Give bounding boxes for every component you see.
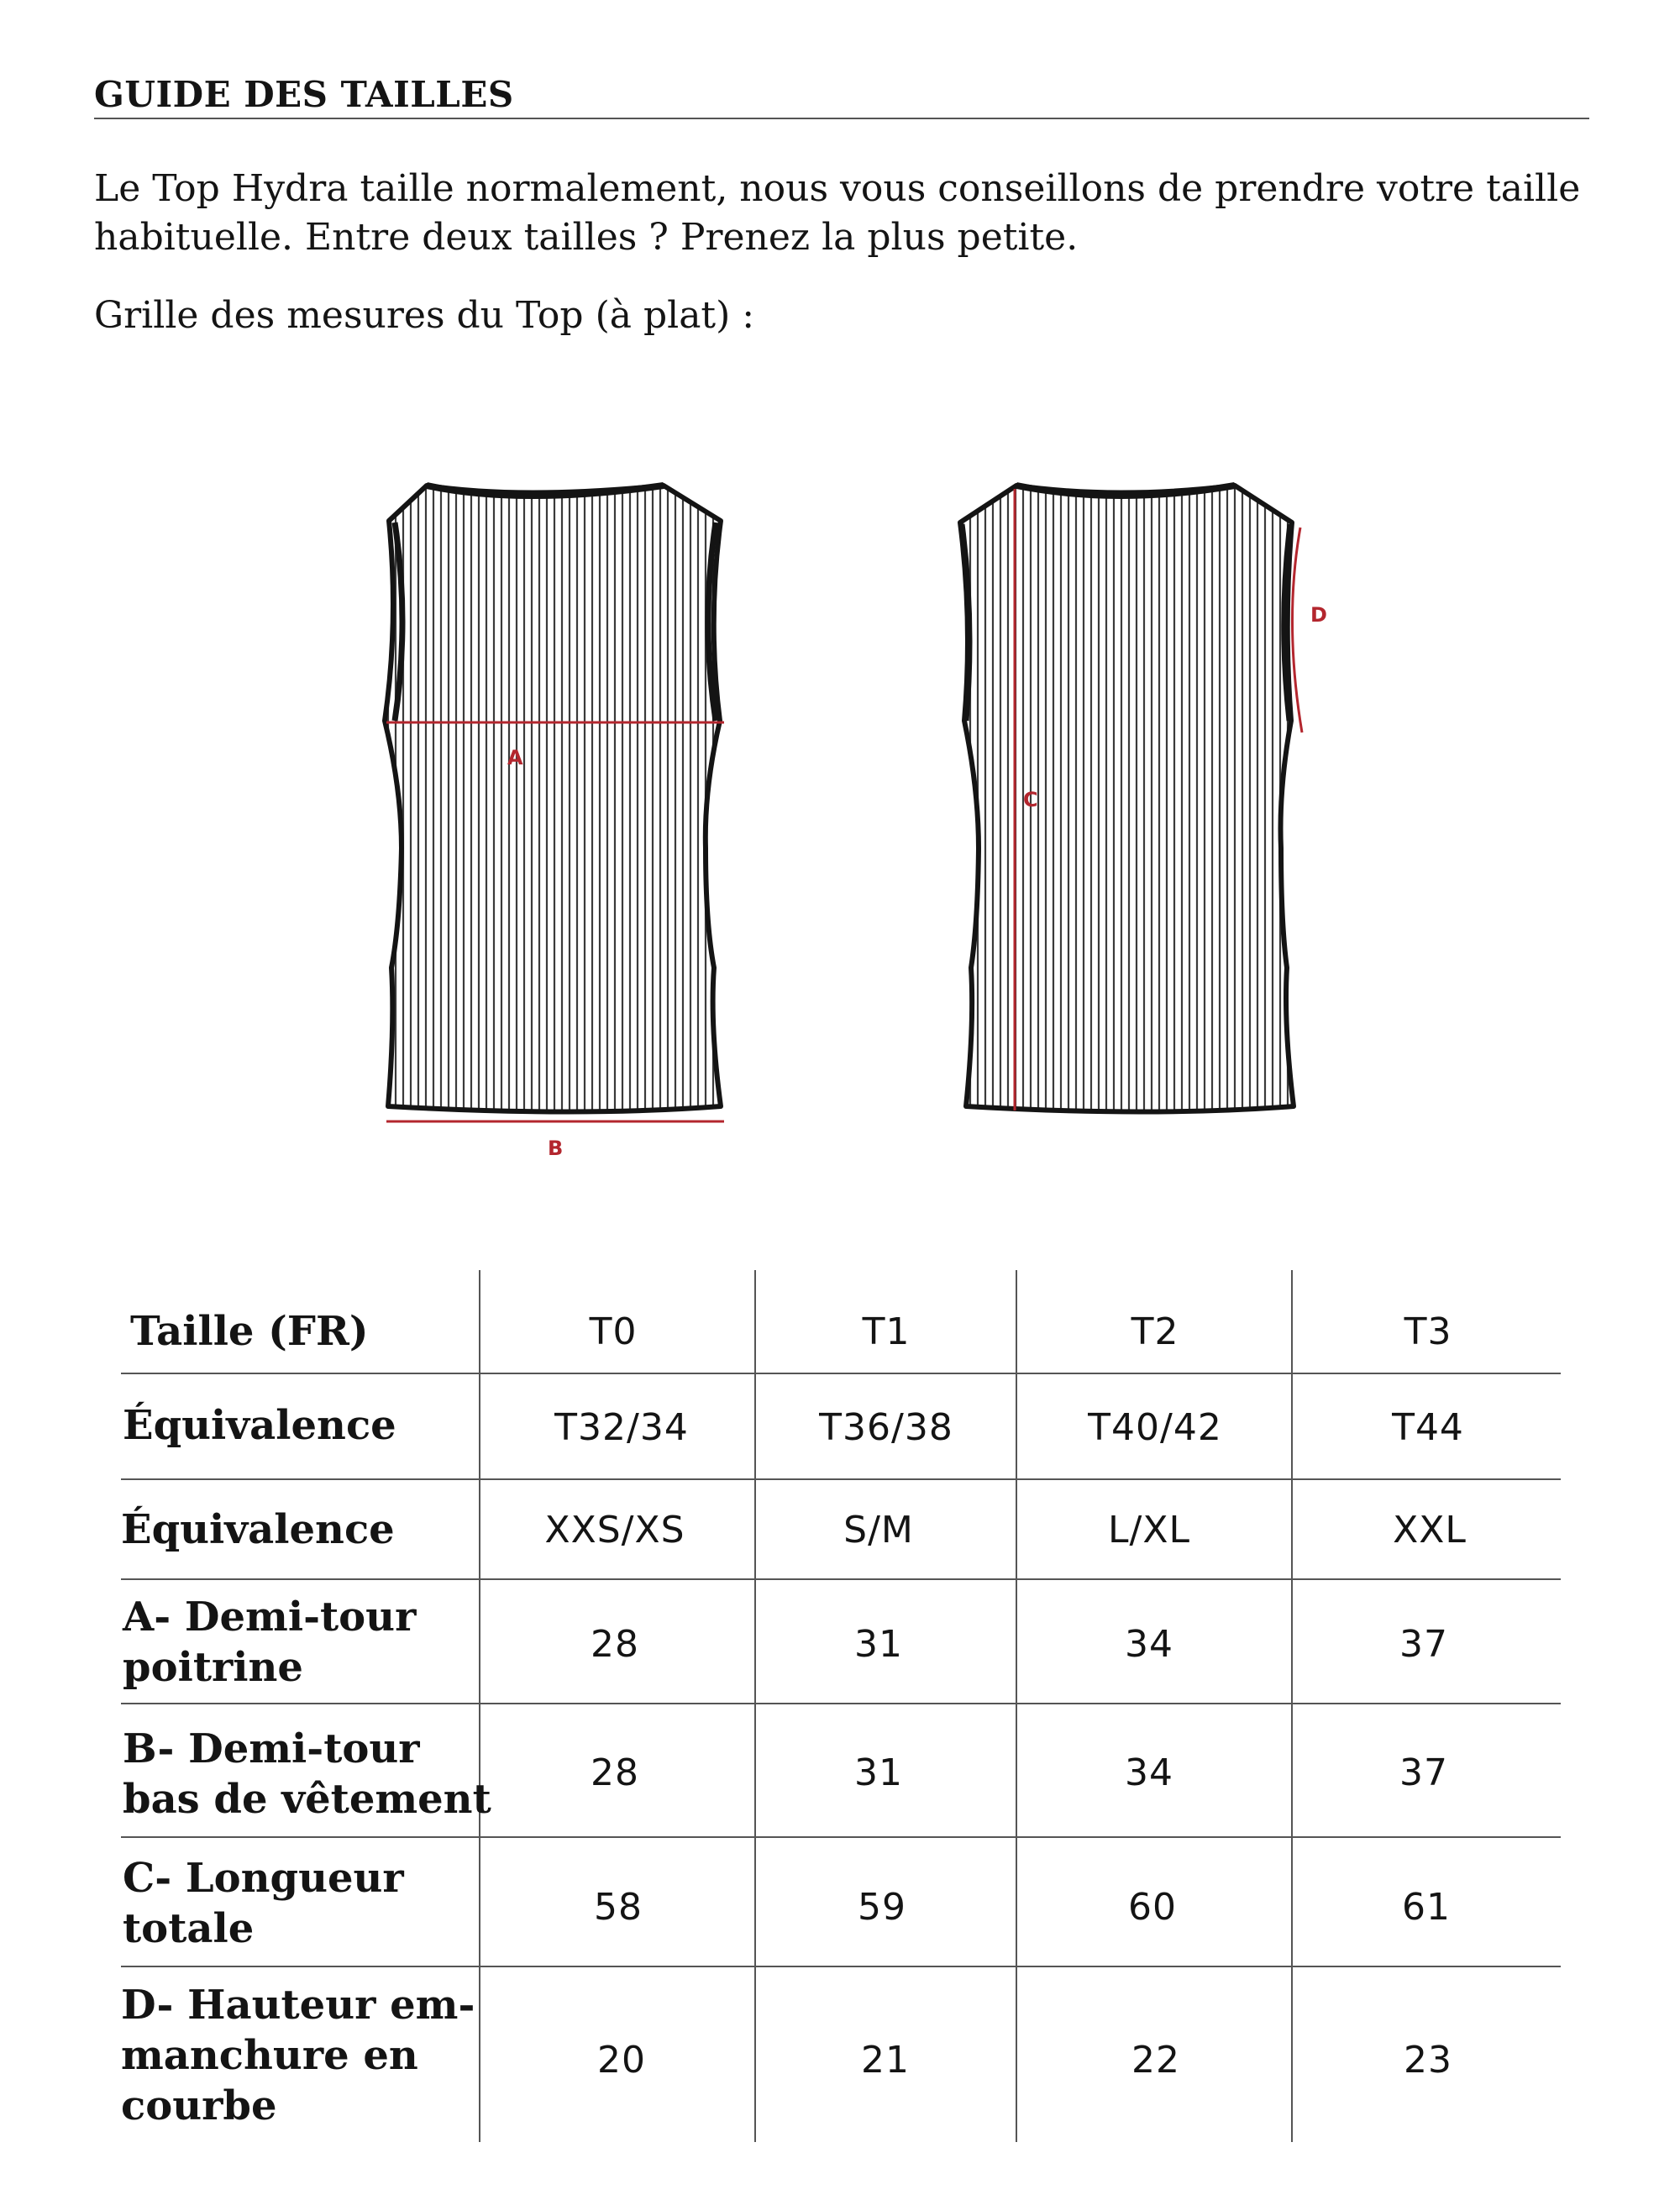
intro-text: Le Top Hydra taille normalement, nous vous conseillons de prendre votre taille habituelle. Entre deux tailles ? Prenez la plus petite.: [94, 167, 1581, 259]
table-cell: 28: [591, 1751, 639, 1794]
table-row-label: totale: [123, 1905, 255, 1952]
table-col-divider: [1016, 1270, 1017, 2142]
table-cell: 31: [854, 1623, 903, 1666]
back-view-top-icon: [960, 486, 1302, 1112]
garment-diagram: [0, 454, 1680, 1176]
table-cell: 61: [1402, 1886, 1451, 1929]
table-cell: 58: [594, 1886, 643, 1929]
table-cell: T36/38: [819, 1406, 953, 1449]
table-cell: XXL: [1393, 1509, 1467, 1552]
measure-line-d: [1292, 528, 1302, 732]
table-cell: XXS/XS: [544, 1509, 685, 1552]
table-header-size: Taille (FR): [130, 1308, 369, 1355]
table-row-label: C- Longueur: [123, 1855, 404, 1902]
table-row-label: A- Demi-tour: [123, 1594, 417, 1641]
table-row-label: bas de vêtement: [123, 1776, 491, 1823]
table-cell: L/XL: [1108, 1509, 1190, 1552]
table-cell: S/M: [843, 1509, 914, 1552]
table-row-label: poitrine: [123, 1644, 303, 1691]
table-cell: T32/34: [554, 1406, 689, 1449]
table-cell: T40/42: [1088, 1406, 1222, 1449]
table-row-divider: [121, 1478, 1561, 1480]
table-col-divider: [479, 1270, 480, 2142]
table-row-label: manchure en: [121, 2032, 418, 2079]
measure-label-a: A: [507, 746, 523, 769]
table-row-divider: [121, 1836, 1561, 1838]
title-divider: [94, 118, 1589, 119]
table-row-label: Équivalence: [123, 1402, 396, 1449]
table-header-t0: T0: [589, 1310, 638, 1353]
page-title: GUIDE DES TAILLES: [94, 74, 514, 115]
front-view-top-icon: [385, 486, 724, 1121]
table-cell: T44: [1392, 1406, 1464, 1449]
table-row-divider: [121, 1966, 1561, 1967]
table-cell: 34: [1125, 1751, 1173, 1794]
table-row-label: Équivalence: [121, 1506, 395, 1553]
table-cell: 37: [1399, 1623, 1448, 1666]
table-cell: 22: [1131, 2039, 1180, 2082]
table-cell: 59: [858, 1886, 906, 1929]
table-row-label: courbe: [121, 2082, 277, 2129]
table-row-divider: [121, 1703, 1561, 1704]
table-col-divider: [754, 1270, 756, 2142]
table-cell: 21: [861, 2039, 910, 2082]
table-header-t3: T3: [1404, 1310, 1452, 1353]
table-cell: 20: [597, 2039, 646, 2082]
measure-label-c: C: [1023, 788, 1038, 811]
table-cell: 28: [591, 1623, 639, 1666]
table-cell: 31: [854, 1751, 903, 1794]
table-cell: 37: [1399, 1751, 1448, 1794]
table-row-divider: [121, 1578, 1561, 1580]
table-cell: 23: [1404, 2039, 1452, 2082]
table-row-label: D- Hauteur em-: [121, 1982, 475, 2029]
table-header-t2: T2: [1131, 1310, 1179, 1353]
measure-label-d: D: [1310, 603, 1327, 627]
table-header-t1: T1: [862, 1310, 911, 1353]
table-cell: 34: [1125, 1623, 1173, 1666]
table-col-divider: [1291, 1270, 1293, 2142]
grid-label: Grille des mesures du Top (à plat) :: [94, 294, 755, 337]
table-cell: 60: [1128, 1886, 1177, 1929]
table-row-label: B- Demi-tour: [123, 1725, 420, 1772]
measure-label-b: B: [548, 1137, 564, 1160]
table-row-divider: [121, 1373, 1561, 1374]
